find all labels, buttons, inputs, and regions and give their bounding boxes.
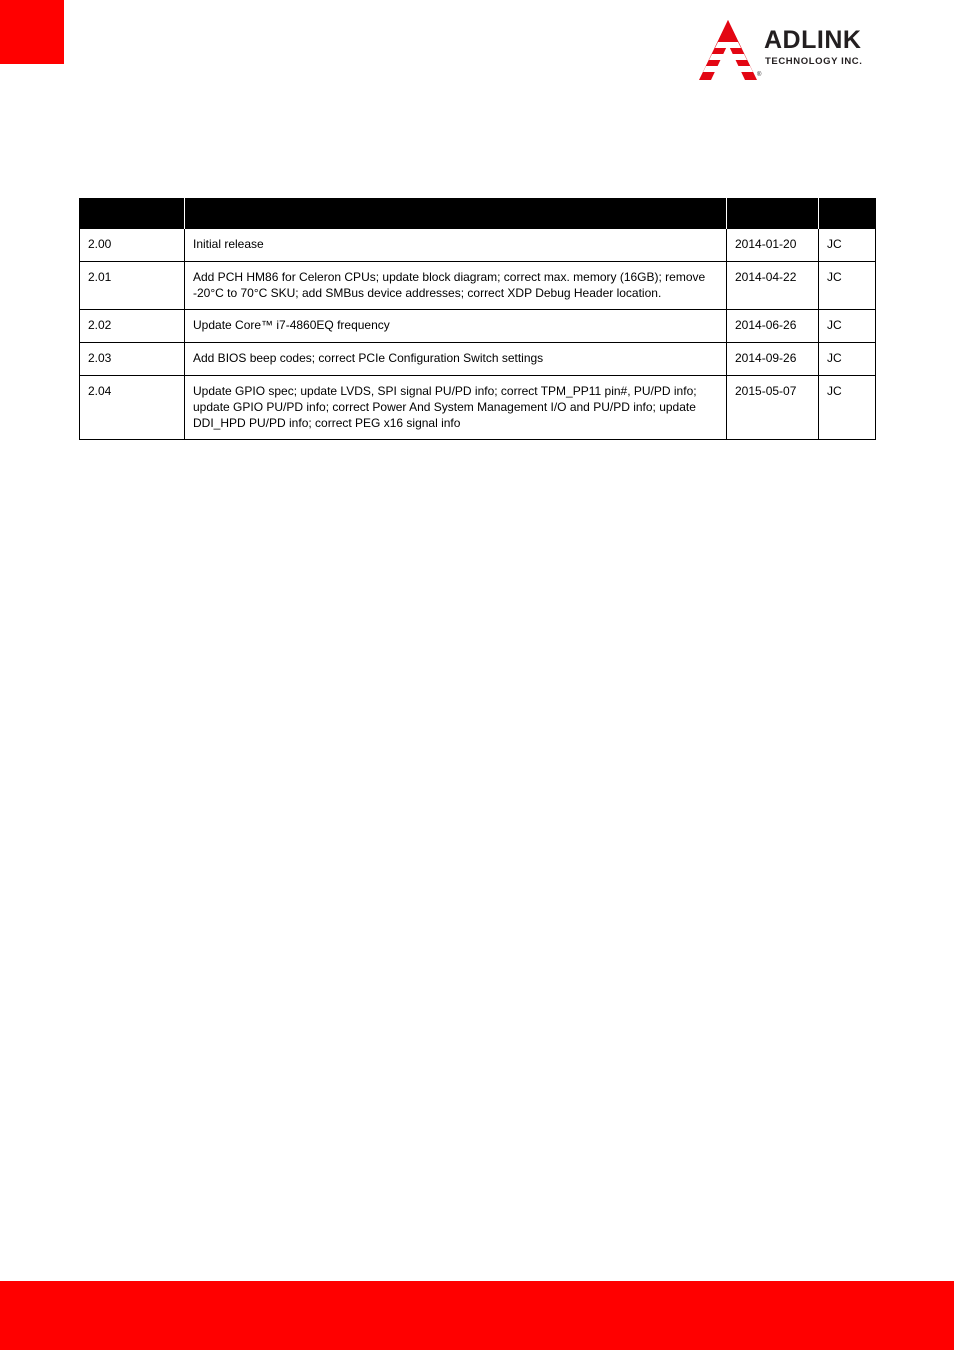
date-cell: 2014-04-22 — [727, 262, 819, 310]
revision-cell: 2.02 — [80, 310, 185, 343]
date-cell: 2014-06-26 — [727, 310, 819, 343]
table-row — [80, 229, 876, 262]
date-cell: 2015-05-07 — [727, 376, 819, 440]
logo-registered-mark: ® — [757, 72, 762, 78]
author-cell: JC — [819, 343, 876, 376]
description-cell: Add BIOS beep codes; correct PCIe Configuration Switch settings — [185, 343, 727, 376]
revision-cell: 2.03 — [80, 343, 185, 376]
table-row — [80, 376, 876, 440]
logo-wordmark: ADLINK — [764, 26, 862, 54]
corner-color-block — [0, 0, 64, 64]
description-cell: Update Core™ i7-4860EQ frequency — [185, 310, 727, 343]
date-cell: 2014-01-20 — [727, 229, 819, 262]
footer-color-bar — [0, 1281, 954, 1350]
header-description — [185, 198, 727, 229]
revision-cell: 2.00 — [80, 229, 185, 262]
revision-cell: 2.01 — [80, 262, 185, 310]
description-cell: Add PCH HM86 for Celeron CPUs; update block diagram; correct max. memory (16GB); remove -20°C to 70°C SKU; add SMBus device addresses; correct XDP Debug Header location. — [185, 262, 727, 310]
description-cell: Initial release — [185, 229, 727, 262]
logo-tagline: TECHNOLOGY INC. — [765, 56, 863, 67]
author-cell: JC — [819, 229, 876, 262]
author-cell: JC — [819, 376, 876, 440]
table-row — [80, 310, 876, 343]
header-date — [727, 198, 819, 229]
header-revision — [80, 198, 185, 229]
revision-history-table — [79, 198, 876, 440]
header-by — [819, 198, 876, 229]
table-row — [80, 343, 876, 376]
author-cell: JC — [819, 310, 876, 343]
date-cell: 2014-09-26 — [727, 343, 819, 376]
logo-triangle-icon — [697, 18, 762, 84]
adlink-logo — [697, 18, 909, 84]
table-header-row — [80, 198, 876, 229]
revision-cell: 2.04 — [80, 376, 185, 440]
author-cell: JC — [819, 262, 876, 310]
description-cell: Update GPIO spec; update LVDS, SPI signal PU/PD info; correct TPM_PP11 pin#, PU/PD info; update GPIO PU/PD info; correct Power And System Management I/O and PU/PD info; update DDI_HPD PU/PD info; correct PEG x16 signal info — [185, 376, 727, 440]
table-row — [80, 262, 876, 310]
